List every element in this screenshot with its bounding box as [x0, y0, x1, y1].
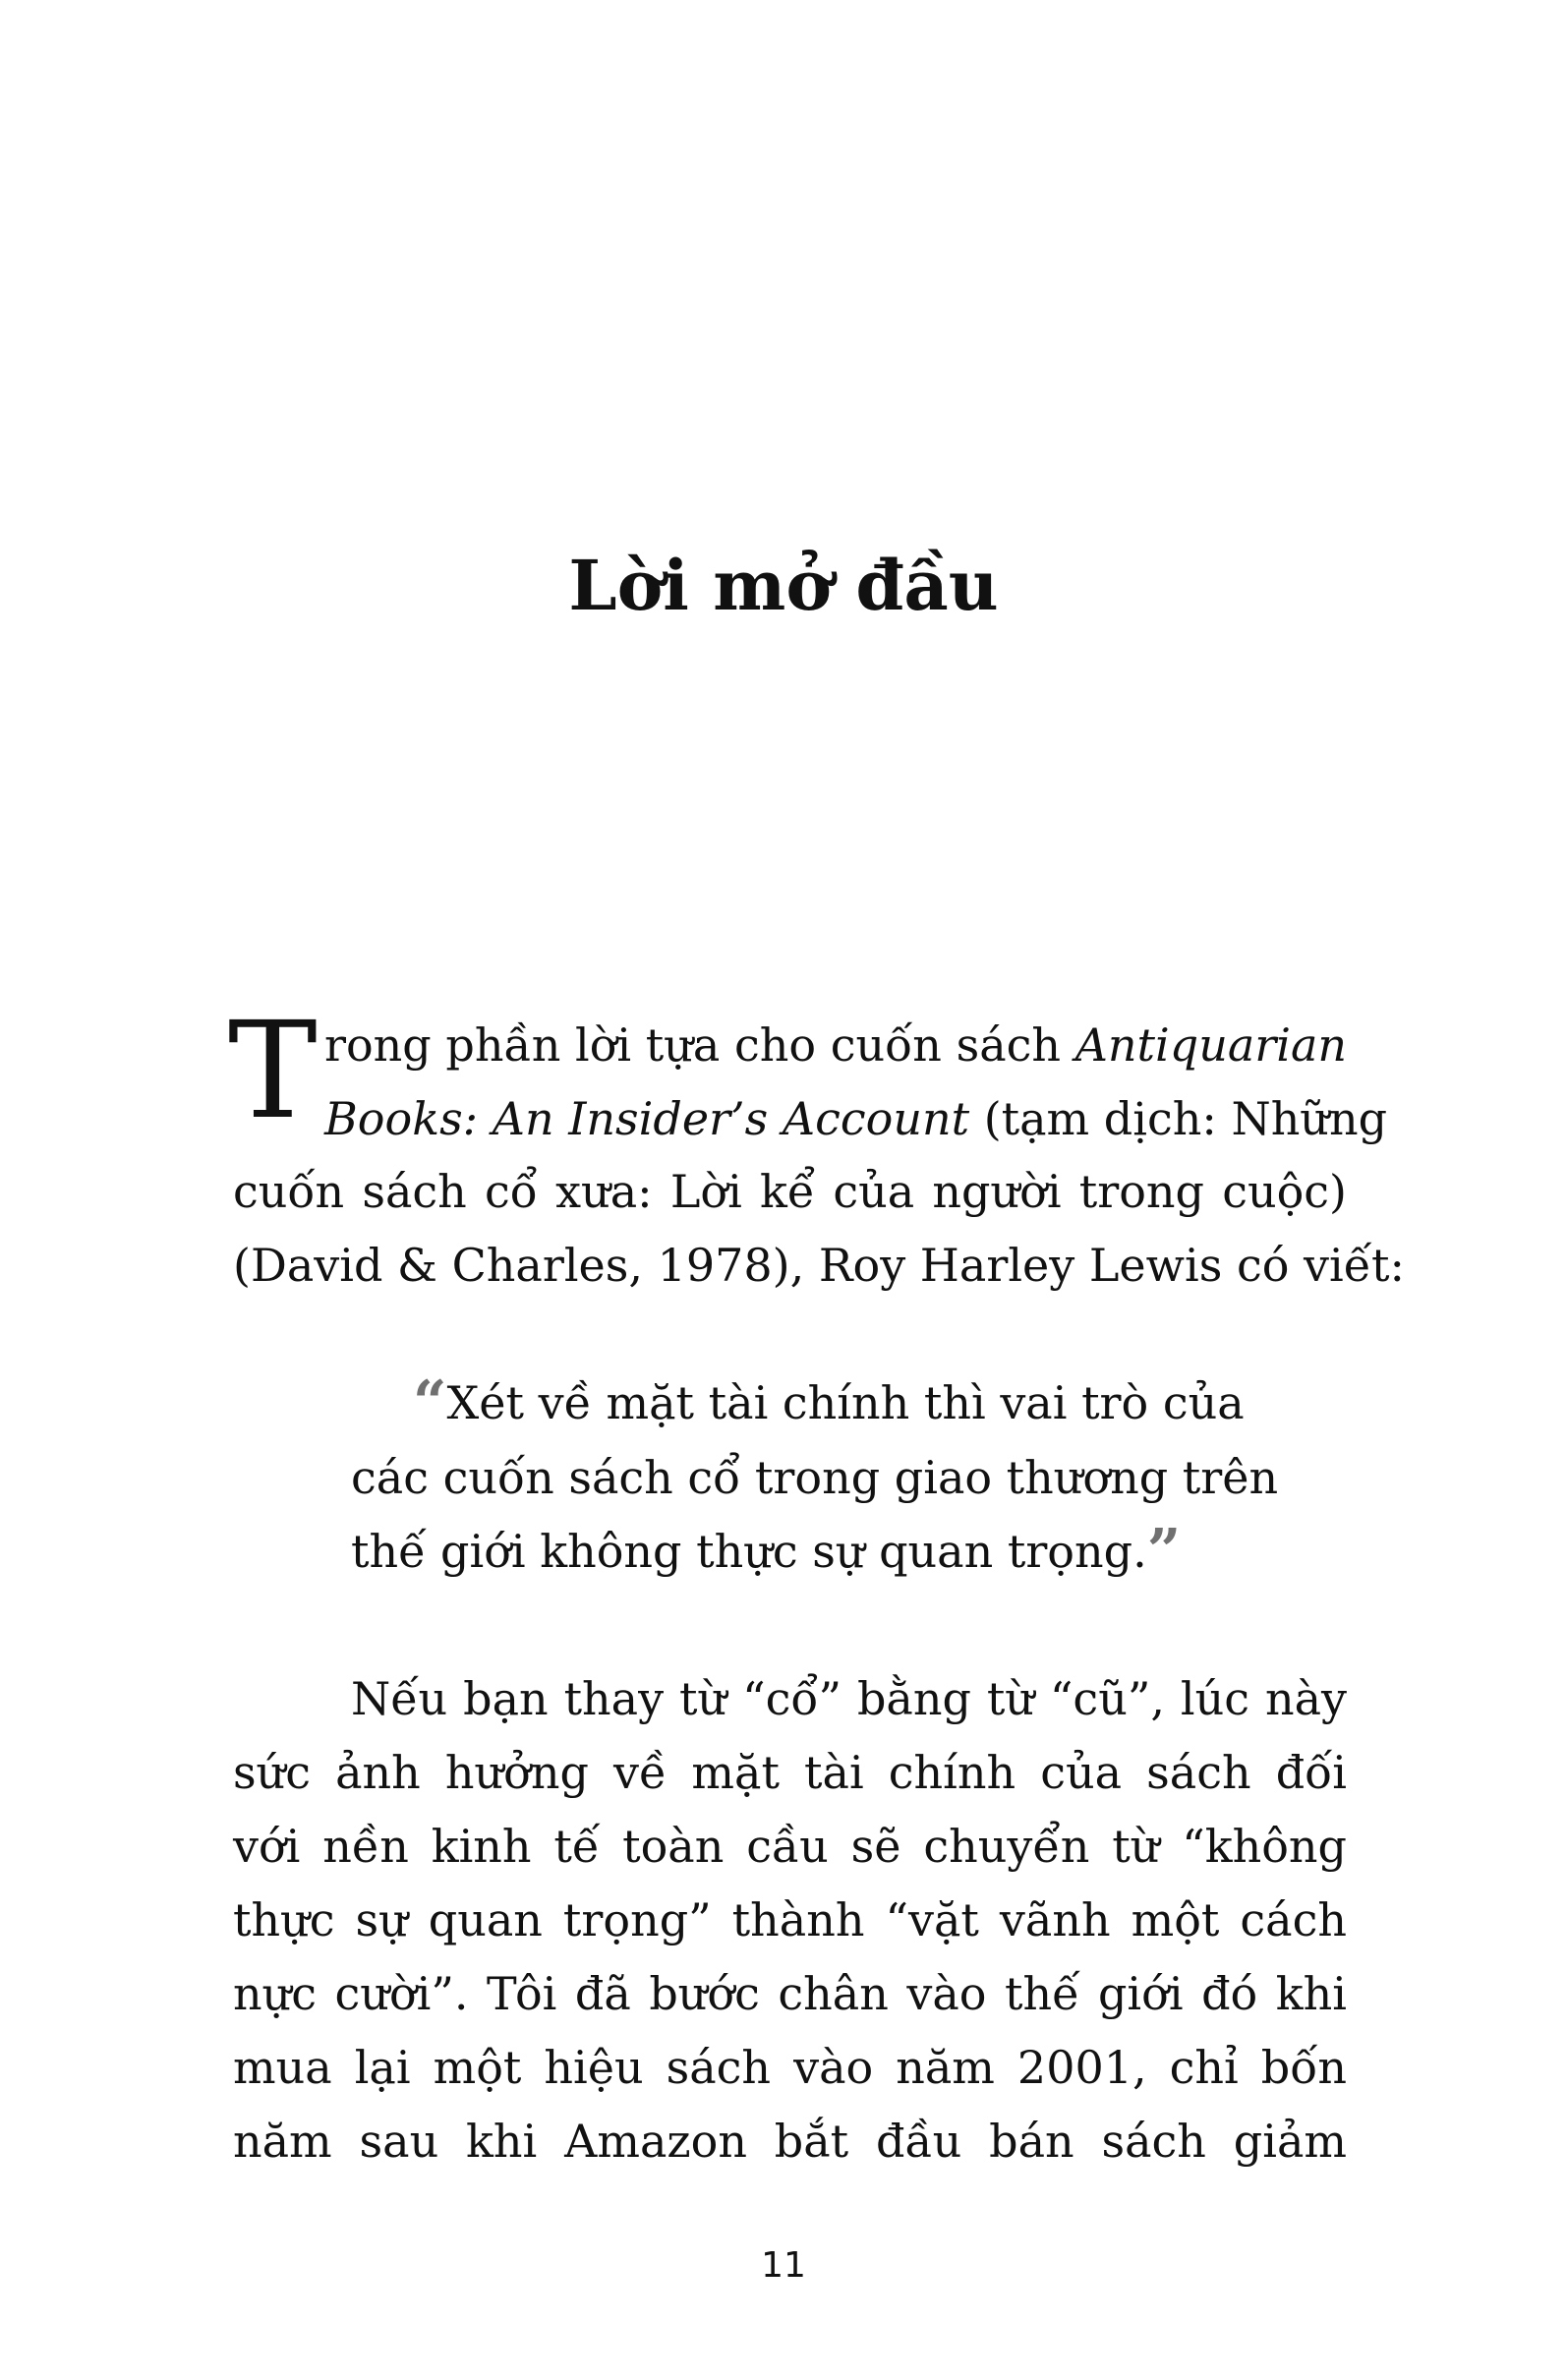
intro-line-1: rong phần lời tựa cho cuốn sách Antiquarian — [324, 1018, 1347, 1072]
open-quote-icon: “ — [413, 1368, 447, 1437]
body-line-5: nực cười”. Tôi đã bước chân vào thế giới đó khi — [233, 1967, 1347, 2020]
quote-line-3: thế giới không thực sự quan trọng.” — [351, 1517, 1182, 1586]
quote-line-1: “Xét về mặt tài chính thì vai trò của — [413, 1368, 1245, 1437]
chapter-title: Lời mở đầu — [568, 545, 999, 626]
body-line-2: sức ảnh hưởng về mặt tài chính của sách đối — [233, 1746, 1347, 1799]
body-line-3: với nền kinh tế toàn cầu sẽ chuyển từ “không — [233, 1820, 1347, 1873]
intro-line-3: cuốn sách cổ xưa: Lời kể của người trong cuộc) — [233, 1165, 1347, 1218]
page-number: 11 — [761, 2245, 806, 2286]
body-line-1: Nếu bạn thay từ “cổ” bằng từ “cũ”, lúc này — [351, 1672, 1347, 1725]
body-line-6: mua lại một hiệu sách vào năm 2001, chỉ bốn — [233, 2041, 1347, 2094]
intro-line-2: Books: An Insider’s Account (tạm dịch: Những — [324, 1092, 1388, 1145]
body-line-7: năm sau khi Amazon bắt đầu bán sách giảm — [233, 2115, 1347, 2168]
body-line-4: thực sự quan trọng” thành “vặt vãnh một cách — [233, 1893, 1347, 1946]
drop-cap: T — [228, 994, 318, 1149]
quote-line-2: các cuốn sách cổ trong giao thương trên — [351, 1451, 1279, 1504]
intro-line-4: (David & Charles, 1978), Roy Harley Lewis có viết: — [233, 1239, 1406, 1292]
close-quote-icon: ” — [1146, 1517, 1182, 1586]
